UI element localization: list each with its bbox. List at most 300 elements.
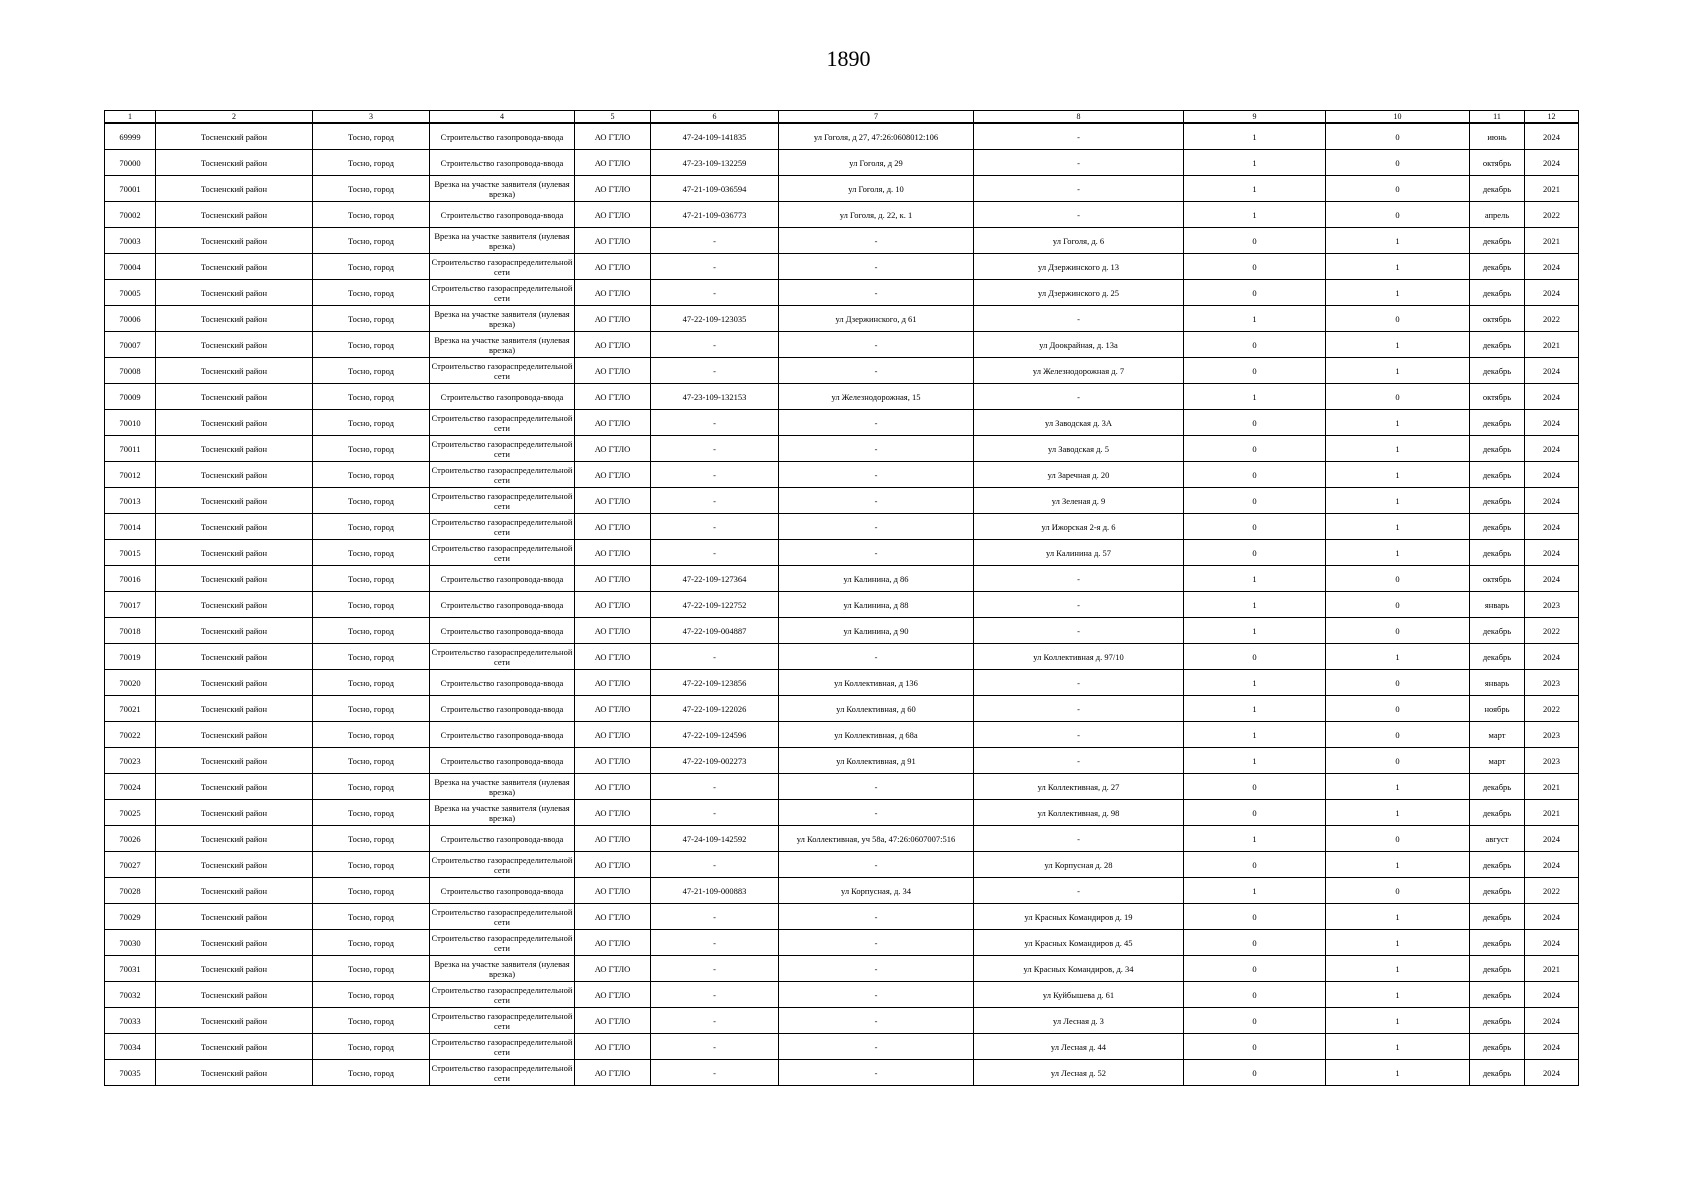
cell-organization: АО ГТЛО (575, 904, 651, 930)
cell-network-address: - (974, 878, 1184, 904)
cell-object-address: ул Гоголя, д. 10 (779, 176, 974, 202)
cell-district: Тосненский район (156, 280, 313, 306)
cell-year: 2024 (1525, 150, 1579, 176)
col-header: 6 (651, 111, 779, 124)
cell-count-a: 1 (1184, 150, 1326, 176)
cell-network-address: ул Гоголя, д. 6 (974, 228, 1184, 254)
cell-network-address: - (974, 176, 1184, 202)
cell-year: 2021 (1525, 176, 1579, 202)
cell-record-id: 70000 (105, 150, 156, 176)
cell-application-number: - (651, 956, 779, 982)
cell-count-b: 1 (1326, 1008, 1470, 1034)
cell-district: Тосненский район (156, 202, 313, 228)
cell-network-address: ул Красных Командиров д. 19 (974, 904, 1184, 930)
cell-organization: АО ГТЛО (575, 644, 651, 670)
cell-work-type: Строительство газопровода-ввода (430, 618, 575, 644)
cell-year: 2023 (1525, 592, 1579, 618)
cell-network-address: ул Заречная д. 20 (974, 462, 1184, 488)
cell-month: декабрь (1470, 410, 1525, 436)
cell-count-a: 0 (1184, 436, 1326, 462)
table-row (105, 462, 1579, 488)
cell-network-address: - (974, 202, 1184, 228)
cell-year: 2024 (1525, 930, 1579, 956)
table-row (105, 982, 1579, 1008)
cell-year: 2023 (1525, 722, 1579, 748)
cell-locality: Тосно, город (313, 670, 430, 696)
cell-count-a: 1 (1184, 566, 1326, 592)
cell-network-address: - (974, 618, 1184, 644)
cell-district: Тосненский район (156, 930, 313, 956)
cell-object-address: - (779, 254, 974, 280)
cell-locality: Тосно, город (313, 306, 430, 332)
cell-district: Тосненский район (156, 1008, 313, 1034)
cell-month: декабрь (1470, 462, 1525, 488)
cell-object-address: - (779, 1060, 974, 1086)
cell-count-a: 1 (1184, 123, 1326, 150)
cell-locality: Тосно, город (313, 150, 430, 176)
cell-count-b: 1 (1326, 956, 1470, 982)
cell-object-address: ул Коллективная, д 60 (779, 696, 974, 722)
cell-work-type: Строительство газораспределительной сети (430, 358, 575, 384)
cell-object-address: - (779, 852, 974, 878)
cell-year: 2024 (1525, 904, 1579, 930)
cell-object-address: ул Гоголя, д 29 (779, 150, 974, 176)
cell-count-a: 0 (1184, 982, 1326, 1008)
cell-month: январь (1470, 670, 1525, 696)
cell-count-b: 1 (1326, 982, 1470, 1008)
cell-count-b: 0 (1326, 670, 1470, 696)
cell-district: Тосненский район (156, 904, 313, 930)
cell-object-address: - (779, 1034, 974, 1060)
cell-year: 2024 (1525, 1060, 1579, 1086)
cell-district: Тосненский район (156, 123, 313, 150)
cell-district: Тосненский район (156, 540, 313, 566)
cell-district: Тосненский район (156, 826, 313, 852)
cell-record-id: 70033 (105, 1008, 156, 1034)
cell-organization: АО ГТЛО (575, 1060, 651, 1086)
table-row (105, 306, 1579, 332)
cell-application-number: 47-22-109-124596 (651, 722, 779, 748)
cell-month: декабрь (1470, 618, 1525, 644)
cell-year: 2024 (1525, 358, 1579, 384)
cell-work-type: Строительство газопровода-ввода (430, 722, 575, 748)
cell-month: декабрь (1470, 540, 1525, 566)
col-header: 8 (974, 111, 1184, 124)
col-header: 4 (430, 111, 575, 124)
table-row (105, 826, 1579, 852)
cell-count-b: 1 (1326, 488, 1470, 514)
cell-count-b: 0 (1326, 878, 1470, 904)
cell-object-address: ул Гоголя, д 27, 47:26:0608012:106 (779, 123, 974, 150)
cell-district: Тосненский район (156, 1060, 313, 1086)
cell-record-id: 70018 (105, 618, 156, 644)
cell-record-id: 70013 (105, 488, 156, 514)
cell-count-a: 1 (1184, 878, 1326, 904)
cell-month: октябрь (1470, 384, 1525, 410)
cell-count-a: 1 (1184, 748, 1326, 774)
cell-application-number: - (651, 540, 779, 566)
column-number-header (105, 111, 1579, 124)
table-body (105, 123, 1579, 1086)
table-row (105, 774, 1579, 800)
cell-record-id: 70005 (105, 280, 156, 306)
cell-object-address: ул Корпусная, д. 34 (779, 878, 974, 904)
cell-application-number: 47-24-109-142592 (651, 826, 779, 852)
cell-district: Тосненский район (156, 306, 313, 332)
cell-application-number: - (651, 358, 779, 384)
cell-month: декабрь (1470, 488, 1525, 514)
table-row (105, 123, 1579, 150)
cell-network-address: - (974, 566, 1184, 592)
cell-count-a: 0 (1184, 540, 1326, 566)
cell-month: декабрь (1470, 982, 1525, 1008)
cell-month: декабрь (1470, 644, 1525, 670)
cell-organization: АО ГТЛО (575, 280, 651, 306)
cell-organization: АО ГТЛО (575, 592, 651, 618)
table-row (105, 150, 1579, 176)
cell-locality: Тосно, город (313, 254, 430, 280)
cell-count-b: 1 (1326, 540, 1470, 566)
cell-district: Тосненский район (156, 436, 313, 462)
cell-month: декабрь (1470, 514, 1525, 540)
cell-record-id: 70031 (105, 956, 156, 982)
cell-count-a: 0 (1184, 514, 1326, 540)
cell-organization: АО ГТЛО (575, 410, 651, 436)
cell-application-number: - (651, 410, 779, 436)
cell-object-address: ул Коллективная, д 136 (779, 670, 974, 696)
cell-year: 2024 (1525, 254, 1579, 280)
table-row (105, 540, 1579, 566)
cell-network-address: - (974, 384, 1184, 410)
cell-application-number: 47-22-109-122026 (651, 696, 779, 722)
cell-count-b: 1 (1326, 644, 1470, 670)
cell-network-address: - (974, 696, 1184, 722)
cell-locality: Тосно, город (313, 566, 430, 592)
cell-count-b: 0 (1326, 202, 1470, 228)
cell-network-address: ул Куйбышева д. 61 (974, 982, 1184, 1008)
cell-count-a: 0 (1184, 930, 1326, 956)
table-row (105, 228, 1579, 254)
cell-count-a: 0 (1184, 462, 1326, 488)
cell-organization: АО ГТЛО (575, 514, 651, 540)
cell-month: декабрь (1470, 930, 1525, 956)
cell-organization: АО ГТЛО (575, 800, 651, 826)
cell-organization: АО ГТЛО (575, 332, 651, 358)
cell-application-number: - (651, 774, 779, 800)
cell-organization: АО ГТЛО (575, 696, 651, 722)
table-row (105, 488, 1579, 514)
cell-year: 2021 (1525, 774, 1579, 800)
cell-organization: АО ГТЛО (575, 878, 651, 904)
cell-count-b: 0 (1326, 306, 1470, 332)
cell-object-address: ул Коллективная, д 91 (779, 748, 974, 774)
cell-district: Тосненский район (156, 670, 313, 696)
cell-work-type: Врезка на участке заявителя (нулевая врезка) (430, 956, 575, 982)
table-row (105, 436, 1579, 462)
cell-locality: Тосно, город (313, 592, 430, 618)
cell-month: декабрь (1470, 332, 1525, 358)
cell-locality: Тосно, город (313, 1034, 430, 1060)
cell-year: 2024 (1525, 1034, 1579, 1060)
cell-work-type: Строительство газораспределительной сети (430, 462, 575, 488)
cell-object-address: - (779, 228, 974, 254)
cell-count-a: 1 (1184, 826, 1326, 852)
cell-work-type: Врезка на участке заявителя (нулевая врезка) (430, 306, 575, 332)
cell-count-b: 1 (1326, 254, 1470, 280)
cell-network-address: - (974, 592, 1184, 618)
cell-district: Тосненский район (156, 462, 313, 488)
cell-count-b: 1 (1326, 774, 1470, 800)
cell-district: Тосненский район (156, 618, 313, 644)
cell-record-id: 70016 (105, 566, 156, 592)
cell-network-address: ул Лесная д. 52 (974, 1060, 1184, 1086)
cell-count-b: 0 (1326, 826, 1470, 852)
cell-locality: Тосно, город (313, 1008, 430, 1034)
cell-work-type: Строительство газопровода-ввода (430, 592, 575, 618)
cell-count-b: 0 (1326, 592, 1470, 618)
col-header: 7 (779, 111, 974, 124)
cell-network-address: ул Корпусная д. 28 (974, 852, 1184, 878)
cell-application-number: - (651, 228, 779, 254)
cell-district: Тосненский район (156, 332, 313, 358)
cell-month: декабрь (1470, 254, 1525, 280)
page-number: 1890 (826, 46, 871, 71)
cell-record-id: 70034 (105, 1034, 156, 1060)
cell-record-id: 70026 (105, 826, 156, 852)
table-row (105, 514, 1579, 540)
cell-locality: Тосно, город (313, 540, 430, 566)
cell-work-type: Строительство газопровода-ввода (430, 566, 575, 592)
cell-locality: Тосно, город (313, 410, 430, 436)
cell-object-address: - (779, 800, 974, 826)
cell-month: декабрь (1470, 1060, 1525, 1086)
cell-application-number: 47-22-109-004887 (651, 618, 779, 644)
cell-object-address: - (779, 410, 974, 436)
cell-month: октябрь (1470, 566, 1525, 592)
table-row (105, 748, 1579, 774)
cell-object-address: - (779, 644, 974, 670)
cell-month: декабрь (1470, 956, 1525, 982)
cell-count-a: 1 (1184, 306, 1326, 332)
cell-locality: Тосно, город (313, 280, 430, 306)
cell-application-number: 47-21-109-036594 (651, 176, 779, 202)
cell-network-address: ул Лесная д. 3 (974, 1008, 1184, 1034)
cell-object-address: ул Коллективная, д 68а (779, 722, 974, 748)
cell-count-a: 0 (1184, 410, 1326, 436)
cell-count-a: 0 (1184, 280, 1326, 306)
cell-count-b: 1 (1326, 462, 1470, 488)
cell-month: октябрь (1470, 150, 1525, 176)
cell-locality: Тосно, город (313, 904, 430, 930)
table-row (105, 384, 1579, 410)
cell-work-type: Строительство газораспределительной сети (430, 1060, 575, 1086)
cell-application-number: - (651, 514, 779, 540)
cell-network-address: ул Заводская д. 5 (974, 436, 1184, 462)
cell-locality: Тосно, город (313, 488, 430, 514)
cell-locality: Тосно, город (313, 878, 430, 904)
cell-year: 2024 (1525, 826, 1579, 852)
cell-network-address: - (974, 306, 1184, 332)
cell-work-type: Врезка на участке заявителя (нулевая врезка) (430, 176, 575, 202)
cell-locality: Тосно, город (313, 982, 430, 1008)
cell-organization: АО ГТЛО (575, 488, 651, 514)
cell-organization: АО ГТЛО (575, 384, 651, 410)
cell-count-b: 1 (1326, 436, 1470, 462)
cell-object-address: - (779, 904, 974, 930)
cell-record-id: 70020 (105, 670, 156, 696)
cell-month: декабрь (1470, 280, 1525, 306)
cell-work-type: Строительство газораспределительной сети (430, 254, 575, 280)
cell-locality: Тосно, город (313, 826, 430, 852)
cell-district: Тосненский район (156, 410, 313, 436)
cell-district: Тосненский район (156, 254, 313, 280)
cell-count-b: 0 (1326, 618, 1470, 644)
cell-year: 2024 (1525, 644, 1579, 670)
cell-year: 2022 (1525, 878, 1579, 904)
cell-locality: Тосно, город (313, 748, 430, 774)
cell-record-id: 70015 (105, 540, 156, 566)
cell-work-type: Врезка на участке заявителя (нулевая врезка) (430, 774, 575, 800)
cell-organization: АО ГТЛО (575, 722, 651, 748)
table-row (105, 410, 1579, 436)
cell-month: декабрь (1470, 800, 1525, 826)
cell-month: декабрь (1470, 436, 1525, 462)
cell-work-type: Строительство газопровода-ввода (430, 826, 575, 852)
cell-application-number: - (651, 800, 779, 826)
cell-organization: АО ГТЛО (575, 566, 651, 592)
cell-year: 2024 (1525, 852, 1579, 878)
cell-locality: Тосно, город (313, 462, 430, 488)
col-header: 3 (313, 111, 430, 124)
cell-object-address: ул Железнодорожная, 15 (779, 384, 974, 410)
cell-month: декабрь (1470, 904, 1525, 930)
cell-year: 2021 (1525, 228, 1579, 254)
cell-network-address: ул Дзержинского д. 13 (974, 254, 1184, 280)
table-row (105, 904, 1579, 930)
cell-district: Тосненский район (156, 852, 313, 878)
cell-year: 2023 (1525, 670, 1579, 696)
cell-work-type: Строительство газораспределительной сети (430, 436, 575, 462)
cell-object-address: - (779, 358, 974, 384)
cell-count-a: 0 (1184, 956, 1326, 982)
cell-work-type: Строительство газопровода-ввода (430, 670, 575, 696)
cell-network-address: - (974, 748, 1184, 774)
cell-district: Тосненский район (156, 358, 313, 384)
cell-locality: Тосно, город (313, 514, 430, 540)
table-row (105, 644, 1579, 670)
cell-locality: Тосно, город (313, 228, 430, 254)
table-row (105, 1034, 1579, 1060)
cell-work-type: Врезка на участке заявителя (нулевая врезка) (430, 228, 575, 254)
cell-work-type: Строительство газораспределительной сети (430, 852, 575, 878)
cell-application-number: - (651, 852, 779, 878)
cell-district: Тосненский район (156, 644, 313, 670)
cell-count-b: 0 (1326, 722, 1470, 748)
cell-application-number: 47-22-109-123035 (651, 306, 779, 332)
cell-organization: АО ГТЛО (575, 826, 651, 852)
cell-month: декабрь (1470, 878, 1525, 904)
cell-application-number: - (651, 436, 779, 462)
cell-year: 2024 (1525, 982, 1579, 1008)
cell-count-a: 0 (1184, 332, 1326, 358)
cell-record-id: 70035 (105, 1060, 156, 1086)
cell-district: Тосненский район (156, 774, 313, 800)
cell-network-address: - (974, 826, 1184, 852)
cell-application-number: 47-22-109-122752 (651, 592, 779, 618)
cell-organization: АО ГТЛО (575, 1008, 651, 1034)
cell-record-id: 70007 (105, 332, 156, 358)
cell-count-a: 1 (1184, 384, 1326, 410)
cell-year: 2024 (1525, 436, 1579, 462)
cell-month: апрель (1470, 202, 1525, 228)
cell-record-id: 70024 (105, 774, 156, 800)
cell-application-number: - (651, 332, 779, 358)
cell-object-address: - (779, 982, 974, 1008)
cell-network-address: ул Дзержинского д. 25 (974, 280, 1184, 306)
table-row (105, 722, 1579, 748)
cell-record-id: 70025 (105, 800, 156, 826)
cell-object-address: - (779, 514, 974, 540)
cell-work-type: Строительство газопровода-ввода (430, 202, 575, 228)
cell-year: 2024 (1525, 514, 1579, 540)
cell-work-type: Строительство газораспределительной сети (430, 540, 575, 566)
cell-year: 2021 (1525, 800, 1579, 826)
cell-district: Тосненский район (156, 1034, 313, 1060)
cell-organization: АО ГТЛО (575, 930, 651, 956)
cell-locality: Тосно, город (313, 644, 430, 670)
cell-district: Тосненский район (156, 514, 313, 540)
cell-network-address: ул Ижорская 2-я д. 6 (974, 514, 1184, 540)
cell-month: декабрь (1470, 1008, 1525, 1034)
cell-count-a: 0 (1184, 800, 1326, 826)
cell-work-type: Строительство газораспределительной сети (430, 410, 575, 436)
cell-count-b: 0 (1326, 176, 1470, 202)
cell-count-a: 1 (1184, 722, 1326, 748)
cell-month: март (1470, 748, 1525, 774)
cell-network-address: ул Красных Командиров д. 45 (974, 930, 1184, 956)
cell-object-address: ул Дзержинского, д 61 (779, 306, 974, 332)
cell-record-id: 70022 (105, 722, 156, 748)
cell-district: Тосненский район (156, 176, 313, 202)
cell-year: 2024 (1525, 540, 1579, 566)
cell-organization: АО ГТЛО (575, 618, 651, 644)
cell-network-address: ул Железнодорожная д. 7 (974, 358, 1184, 384)
cell-count-a: 0 (1184, 228, 1326, 254)
table-row (105, 852, 1579, 878)
table-row (105, 1060, 1579, 1086)
cell-count-a: 0 (1184, 358, 1326, 384)
cell-district: Тосненский район (156, 878, 313, 904)
cell-count-b: 1 (1326, 1034, 1470, 1060)
cell-organization: АО ГТЛО (575, 176, 651, 202)
cell-organization: АО ГТЛО (575, 956, 651, 982)
cell-district: Тосненский район (156, 566, 313, 592)
cell-district: Тосненский район (156, 592, 313, 618)
cell-count-a: 0 (1184, 488, 1326, 514)
cell-locality: Тосно, город (313, 930, 430, 956)
cell-locality: Тосно, город (313, 123, 430, 150)
col-header: 2 (156, 111, 313, 124)
table-row (105, 1008, 1579, 1034)
cell-locality: Тосно, город (313, 1060, 430, 1086)
cell-record-id: 70001 (105, 176, 156, 202)
cell-locality: Тосно, город (313, 774, 430, 800)
cell-count-a: 1 (1184, 618, 1326, 644)
col-header: 9 (1184, 111, 1326, 124)
cell-count-a: 0 (1184, 852, 1326, 878)
cell-organization: АО ГТЛО (575, 670, 651, 696)
cell-network-address: ул Заводская д. 3А (974, 410, 1184, 436)
